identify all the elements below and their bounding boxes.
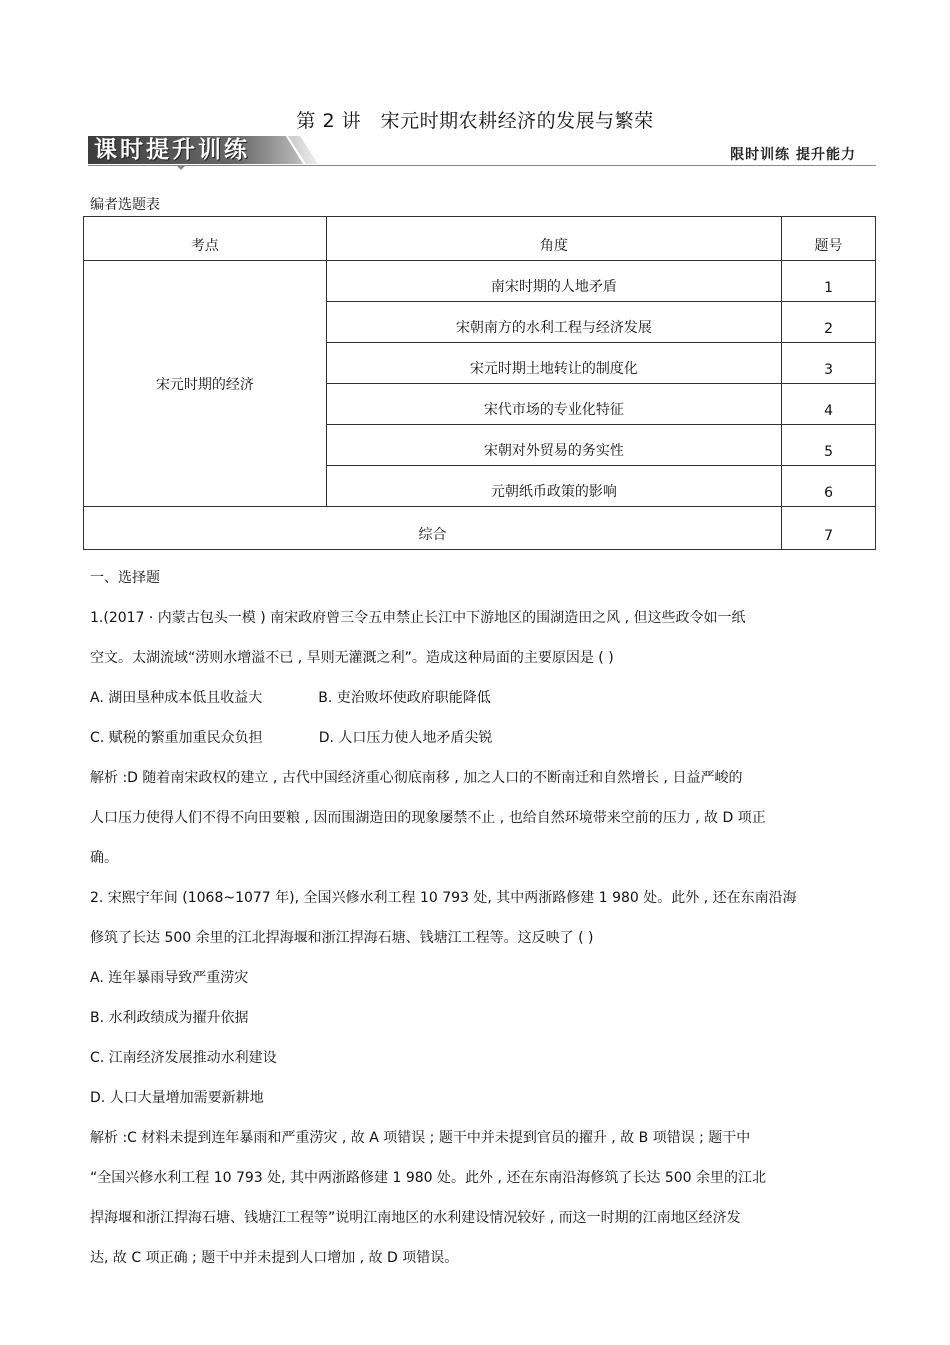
table-summary-row — [84, 507, 876, 550]
question-body — [90, 558, 870, 1278]
header-topic: 考点 — [84, 217, 327, 261]
angle-cell: 宋代市场的专业化特征 — [326, 384, 781, 425]
q2-option-c: C. 江南经济发展推动水利建设 — [90, 1050, 277, 1066]
q2-option-d: D. 人口大量增加需要新耕地 — [90, 1090, 264, 1106]
q2-analysis-line: 解析 :C 材料未提到连年暴雨和严重涝灾 , 故 A 项错误 ; 题干中并未提到官员的擢升 , 故 B 项错误 ; 题干中 — [90, 1130, 751, 1146]
table-row — [84, 261, 876, 302]
q1-option-c: C. 赋税的繁重加重民众负担 — [90, 730, 263, 746]
number-cell: 1 — [782, 261, 876, 302]
banner-right-label: 限时训练 提升能力 — [730, 147, 856, 163]
angle-cell: 宋朝对外贸易的务实性 — [326, 425, 781, 466]
q1-stem-line: 空文。太湖流域“涝则水增溢不已 , 旱则无灌溉之利”。造成这种局面的主要原因是 ( ) — [90, 650, 614, 666]
number-cell: 6 — [782, 466, 876, 507]
table-caption: 编者选题表 — [90, 197, 160, 213]
header-number: 题号 — [782, 217, 876, 261]
q1-options-row — [90, 678, 870, 718]
q1-option-b: B. 吏治败坏使政府职能降低 — [318, 690, 491, 706]
q2-option-a: A. 连年暴雨导致严重涝灾 — [90, 970, 249, 986]
topic-cell: 宋元时期的经济 — [84, 261, 327, 507]
section-banner — [88, 136, 876, 170]
q2-analysis-line: 捍海堰和浙江捍海石塘、钱塘江工程等”说明江南地区的水利建设情况较好 , 而这一时期的江南地区经济发 — [90, 1210, 741, 1226]
q2-stem-line: 2. 宋熙宁年间 (1068~1077 年), 全国兴修水利工程 10 793 处, 其中两浙路修建 1 980 处。此外 , 还在东南沿海 — [90, 890, 797, 906]
q1-analysis-line: 确。 — [90, 850, 118, 866]
q1-option-a: A. 湖田垦种成本低且收益大 — [90, 690, 263, 706]
page-title: 第 2 讲 宋元时期农耕经济的发展与繁荣 — [296, 110, 654, 132]
angle-cell: 宋元时期土地转让的制度化 — [326, 343, 781, 384]
number-cell: 5 — [782, 425, 876, 466]
summary-label: 综合 — [84, 507, 782, 550]
topic-table — [83, 216, 876, 550]
banner-divider — [88, 165, 876, 166]
header-angle: 角度 — [326, 217, 781, 261]
q1-stem-line: 1.(2017 · 内蒙古包头一模 ) 南宋政府曾三令五申禁止长江中下游地区的围湖造田之风 , 但这些政令如一纸 — [90, 610, 746, 626]
q1-option-d: D. 人口压力使人地矛盾尖锐 — [318, 730, 493, 746]
angle-cell: 宋朝南方的水利工程与经济发展 — [326, 302, 781, 343]
q1-analysis-line: 解析 :D 随着南宋政权的建立 , 古代中国经济重心彻底南移 , 加之人口的不断南迁和自然增长 , 日益严峻的 — [90, 770, 743, 786]
q2-analysis-line: “全国兴修水利工程 10 793 处, 其中两浙路修建 1 980 处。此外 , 还在东南沿海修筑了长达 500 余里的江北 — [90, 1170, 766, 1186]
q2-analysis-line: 达, 故 C 项正确 ; 题干中并未提到人口增加 , 故 D 项错误。 — [90, 1250, 459, 1266]
q1-options-row — [90, 718, 870, 758]
number-cell: 4 — [782, 384, 876, 425]
number-cell: 2 — [782, 302, 876, 343]
section-heading: 一、选择题 — [90, 570, 160, 586]
q1-analysis-line: 人口压力使得人们不得不向田要粮 , 因而围湖造田的现象屡禁不止 , 也给自然环境带来空前的压力 , 故 D 项正 — [90, 810, 766, 826]
q2-stem-line: 修筑了长达 500 余里的江北捍海堰和浙江捍海石塘、钱塘江工程等。这反映了 ( ) — [90, 930, 594, 946]
angle-cell: 元朝纸币政策的影响 — [326, 466, 781, 507]
banner-left-label: 课时提升训练 — [94, 137, 250, 163]
table-header-row — [84, 217, 876, 261]
q2-option-b: B. 水利政绩成为擢升依据 — [90, 1010, 249, 1026]
summary-number: 7 — [782, 507, 876, 550]
number-cell: 3 — [782, 343, 876, 384]
angle-cell: 南宋时期的人地矛盾 — [326, 261, 781, 302]
banner-notch — [176, 165, 186, 170]
